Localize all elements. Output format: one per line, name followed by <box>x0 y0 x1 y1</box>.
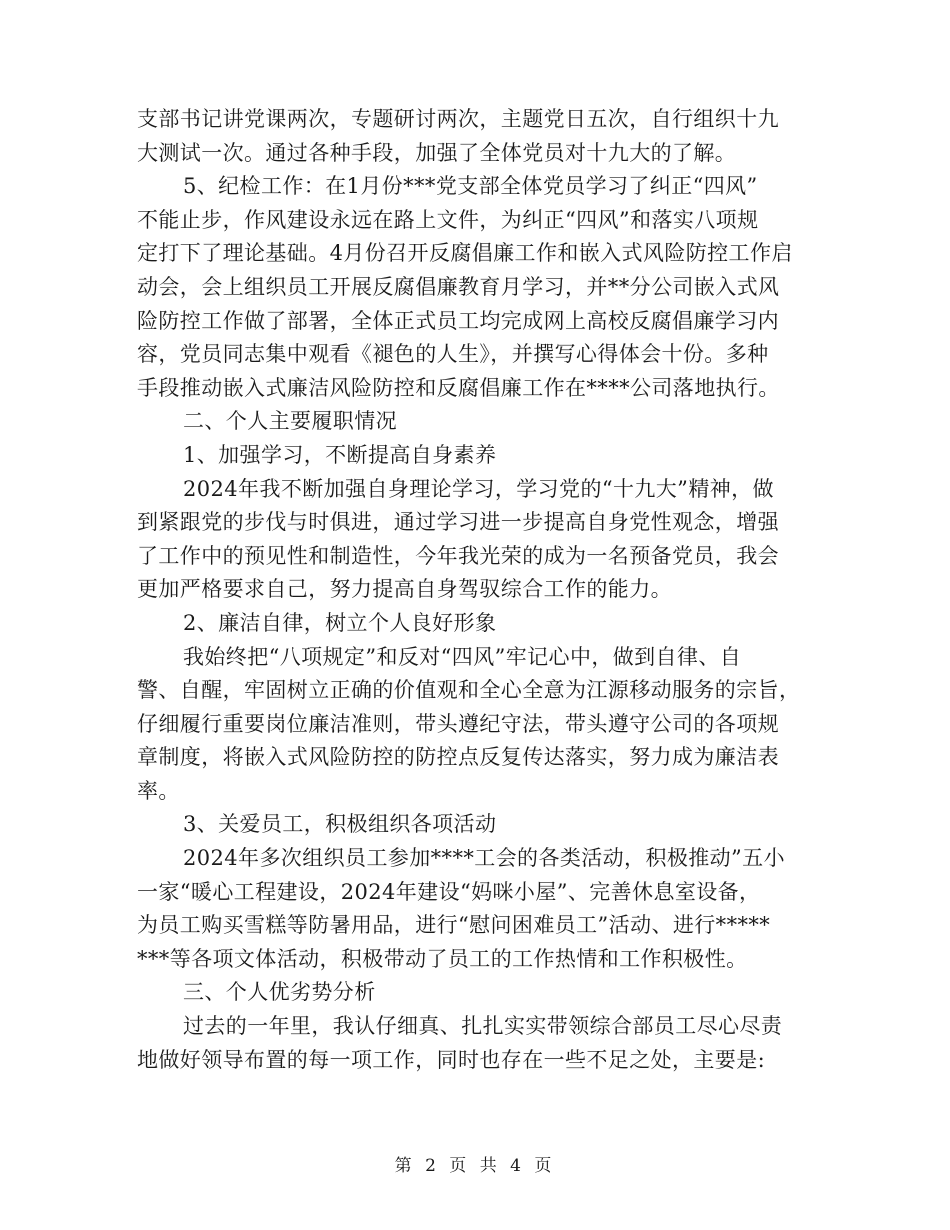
text-line: 定打下了理论基础。4月份召开反腐倡廉工作和嵌入式风险防控工作启 <box>137 241 793 266</box>
text-line: ***等各项文体活动，积极带动了员工的工作热情和工作积极性。 <box>137 946 748 971</box>
text-line: 支部书记讲党课两次，专题研讨两次，主题党日五次，自行组织十九 <box>137 107 779 131</box>
text-line: 2、廉洁自律，树立个人良好形象 <box>183 610 497 635</box>
text-line: 过去的一年里，我认仔细真、扎扎实实带领综合部员工尽心尽责 <box>183 1014 783 1039</box>
page-footer: 第 2 页 共 4 页 <box>394 1156 556 1176</box>
text-line: 警、自醒，牢固树立正确的价值观和全心全意为江源移动服务的宗旨， <box>137 678 801 703</box>
text-line: 更加严格要求自己，努力提高自身驾驭综合工作的能力。 <box>137 577 672 602</box>
text-line: 率。 <box>137 778 180 803</box>
text-line: 一家“暖心工程建设，2024年建设“妈咪小屋”、完善休息室设备， <box>137 879 761 904</box>
text-line: 到紧跟党的步伐与时俱进，通过学习进一步提高自身党性观念，增强 <box>137 510 779 535</box>
text-line: 仔细履行重要岗位廉洁准则，带头遵纪守法，带头遵守公司的各项规 <box>137 711 779 736</box>
text-line: 章制度，将嵌入式风险防控的防控点反复传达落实，努力成为廉洁表 <box>137 745 779 770</box>
text-line: 3、关爱员工，积极组织各项活动 <box>183 812 497 837</box>
text-line: 大测试一次。通过各种手段，加强了全体党员对十九大的了解。 <box>137 140 737 165</box>
text-line: 手段推动嵌入式廉洁风险防控和反腐倡廉工作在****公司落地执行。 <box>137 375 780 400</box>
text-line: 2024年我不断加强自身理论学习，学习党的“十九大”精神，做 <box>183 476 774 501</box>
text-line: 为员工购买雪糕等防暑用品，进行“慰问困难员工”活动、进行***** <box>137 913 771 938</box>
text-line: 动会，会上组织员工开展反腐倡廉教育月学习，并**分公司嵌入式风 <box>137 274 780 299</box>
document-body <box>137 103 817 1077</box>
text-line: 二、个人主要履职情况 <box>183 409 397 434</box>
text-line: 了工作中的预见性和制造性，今年我光荣的成为一名预备党员，我会 <box>137 543 779 568</box>
text-line: 1、加强学习，不断提高自身素养 <box>183 442 497 467</box>
text-line: 5、纪检工作：在1月份***党支部全体党员学习了纠正“四风” <box>183 174 758 199</box>
text-line: 2024年多次组织员工参加****工会的各类活动，积极推动”五小 <box>183 846 785 871</box>
text-line: 不能止步，作风建设永远在路上文件，为纠正“四风”和落实八项规 <box>137 207 759 232</box>
text-line: 险防控工作做了部署，全体正式员工均完成网上高校反腐倡廉学习内 <box>137 308 779 333</box>
text-line: 我始终把“八项规定”和反对“四风”牢记心中，做到自律、自 <box>183 644 742 669</box>
text-line: 地做好领导布置的每一项工作，同时也存在一些不足之处，主要是: <box>137 1047 766 1072</box>
text-line: 三、个人优劣势分析 <box>183 980 376 1005</box>
text-line: 容，党员同志集中观看《褪色的人生》，并撰写心得体会十份。多种 <box>137 342 769 367</box>
